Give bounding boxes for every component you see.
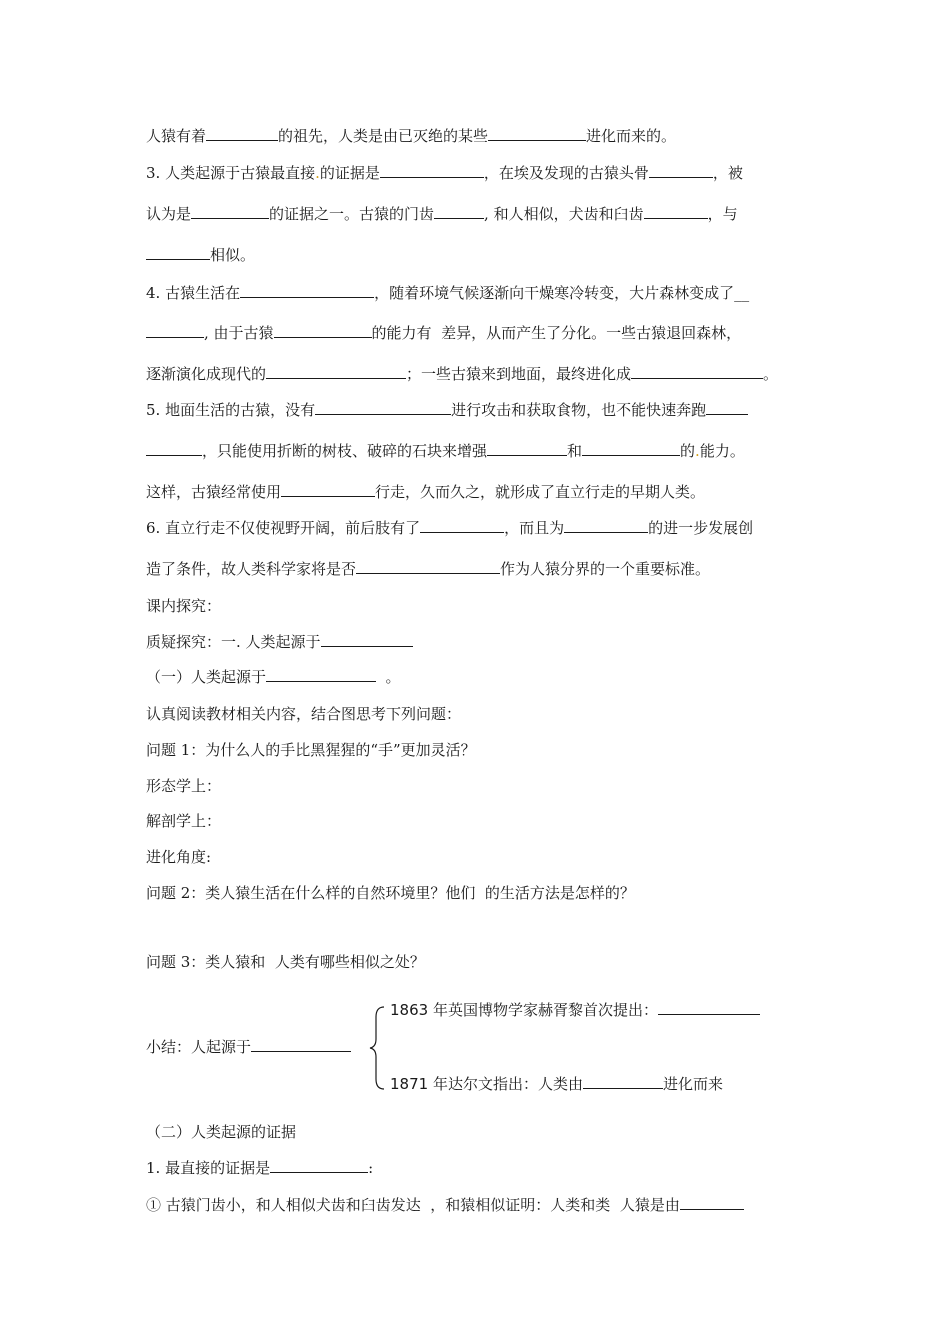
text: 1871 年达尔文指出：人类由	[390, 1075, 583, 1093]
question-3: 问题 3：类人猿和 人类有哪些相似之处？	[146, 953, 425, 971]
text: 的证据是	[319, 164, 380, 182]
blank[interactable]	[266, 364, 406, 379]
text: 5. 地面生活的古猿，没有	[146, 401, 316, 419]
text: 的进一步发展创	[648, 519, 754, 537]
line-5	[146, 283, 749, 303]
morphology-label: 形态学上：	[146, 777, 222, 795]
blank[interactable]	[434, 204, 484, 219]
text: 小结：人起源于	[146, 1038, 252, 1056]
text: ，被	[712, 164, 743, 182]
blank[interactable]	[281, 482, 375, 497]
line-2	[146, 163, 743, 183]
text: 造了条件，故人类科学家将是否	[146, 560, 357, 578]
text: 进化而来	[662, 1075, 723, 1093]
blank[interactable]	[146, 441, 202, 456]
line-14	[146, 632, 413, 652]
line-25	[146, 1195, 744, 1215]
summary-top	[390, 1000, 760, 1020]
line-7	[146, 364, 778, 384]
blank[interactable]	[240, 283, 374, 298]
summary-bottom	[390, 1074, 723, 1094]
blank[interactable]	[582, 441, 680, 456]
blank[interactable]	[564, 518, 648, 533]
brace-icon	[368, 1003, 388, 1093]
anatomy-label: 解剖学上：	[146, 812, 222, 830]
blank[interactable]	[191, 204, 269, 219]
blank[interactable]	[146, 245, 210, 260]
line-3	[146, 204, 738, 224]
blank[interactable]	[356, 559, 500, 574]
line-6	[146, 323, 741, 343]
text: 1. 最直接的证据是	[146, 1159, 271, 1177]
line-11	[146, 518, 753, 538]
blank[interactable]	[266, 667, 376, 682]
text: 进行攻击和获取食物，也不能快速奔跑	[451, 401, 707, 419]
text: 质疑探究：一. 人类起源于	[146, 633, 321, 651]
blank[interactable]	[251, 1037, 351, 1052]
blank[interactable]	[583, 1074, 663, 1089]
line-24	[146, 1158, 373, 1178]
text: ，随着环境气候逐渐向干燥寒冷转变，大片森林变成了__	[374, 284, 750, 302]
section-heading-in-class: 课内探究：	[146, 597, 222, 615]
text: 和	[567, 442, 583, 460]
text: ；一些古猿来到地面，最终进化成	[406, 365, 632, 383]
text: 6. 直立行走不仅使视野开阔，前后肢有了	[146, 519, 421, 537]
blank[interactable]	[706, 400, 748, 415]
text: 3. 人类起源于古猿最直接	[146, 164, 316, 182]
section-heading-evidence: （二）人类起源的证据	[146, 1123, 297, 1141]
text: 这样，古猿经常使用	[146, 483, 282, 501]
text: 进化而来的。	[586, 127, 677, 145]
line-10	[146, 482, 705, 502]
blank[interactable]	[488, 126, 586, 141]
text: 。	[376, 668, 401, 686]
text: 人猿有着	[146, 127, 207, 145]
text: （一）人类起源于	[146, 668, 267, 686]
marker-dot: .	[315, 164, 320, 182]
text: ，而且为	[504, 519, 565, 537]
line-9	[146, 441, 745, 461]
blank[interactable]	[631, 364, 763, 379]
instruction: 认真阅读教材相关内容，结合图思考下列问题：	[146, 705, 462, 723]
text: 的祖先，人类是由已灭绝的某些	[278, 127, 489, 145]
line-15	[146, 667, 401, 687]
blank[interactable]	[680, 1195, 744, 1210]
blank[interactable]	[315, 400, 451, 415]
blank[interactable]	[649, 163, 713, 178]
text: ，与	[707, 205, 738, 223]
text: ，只能使用折断的树枝、破碎的石块来增强	[202, 442, 488, 460]
text: ① 古猿门齿小，和人相似犬齿和臼齿发达 ，和猿相似证明：人类和类 人猿是由	[146, 1196, 680, 1214]
text: 。	[763, 365, 779, 383]
line-8	[146, 400, 748, 420]
question-1: 问题 1：为什么人的手比黑猩猩的“手”更加灵活？	[146, 741, 476, 759]
blank[interactable]	[321, 632, 413, 647]
blank[interactable]	[658, 1000, 760, 1015]
evolution-label: 进化角度:	[146, 848, 212, 866]
text: ，在埃及发现的古猿头骨	[483, 164, 649, 182]
blank[interactable]	[146, 323, 204, 338]
blank[interactable]	[380, 163, 484, 178]
blank[interactable]	[206, 126, 278, 141]
blank[interactable]	[420, 518, 504, 533]
text: , 由于古猿	[204, 324, 274, 342]
line-12	[146, 559, 710, 579]
text: 能力。	[699, 442, 745, 460]
text: 4. 古猿生活在	[146, 284, 241, 302]
text: 1863 年英国博物学家赫胥黎首次提出：	[390, 1001, 658, 1019]
question-2: 问题 2：类人猿生活在什么样的自然环境里？他们 的生活方法是怎样的？	[146, 884, 635, 902]
summary-label	[146, 1037, 351, 1057]
blank[interactable]	[644, 204, 708, 219]
blank[interactable]	[274, 323, 372, 338]
blank[interactable]	[270, 1158, 368, 1173]
text: 的能力有 差异，从而产生了分化。一些古猿退回森林，	[371, 324, 742, 342]
text: :	[368, 1159, 374, 1177]
text: 作为人猿分界的一个重要标准。	[500, 560, 711, 578]
text: 认为是	[146, 205, 192, 223]
text: 逐渐演化成现代的	[146, 365, 267, 383]
blank[interactable]	[487, 441, 567, 456]
marker-dot: .	[695, 442, 700, 460]
line-1	[146, 126, 676, 146]
text: 的证据之一。古猿的门齿	[269, 205, 435, 223]
line-4	[146, 245, 255, 265]
text: , 和人相似，犬齿和臼齿	[484, 205, 644, 223]
text: 行走，久而久之，就形成了直立行走的早期人类。	[375, 483, 706, 501]
text: 相似。	[210, 246, 256, 264]
text: 的	[680, 442, 696, 460]
